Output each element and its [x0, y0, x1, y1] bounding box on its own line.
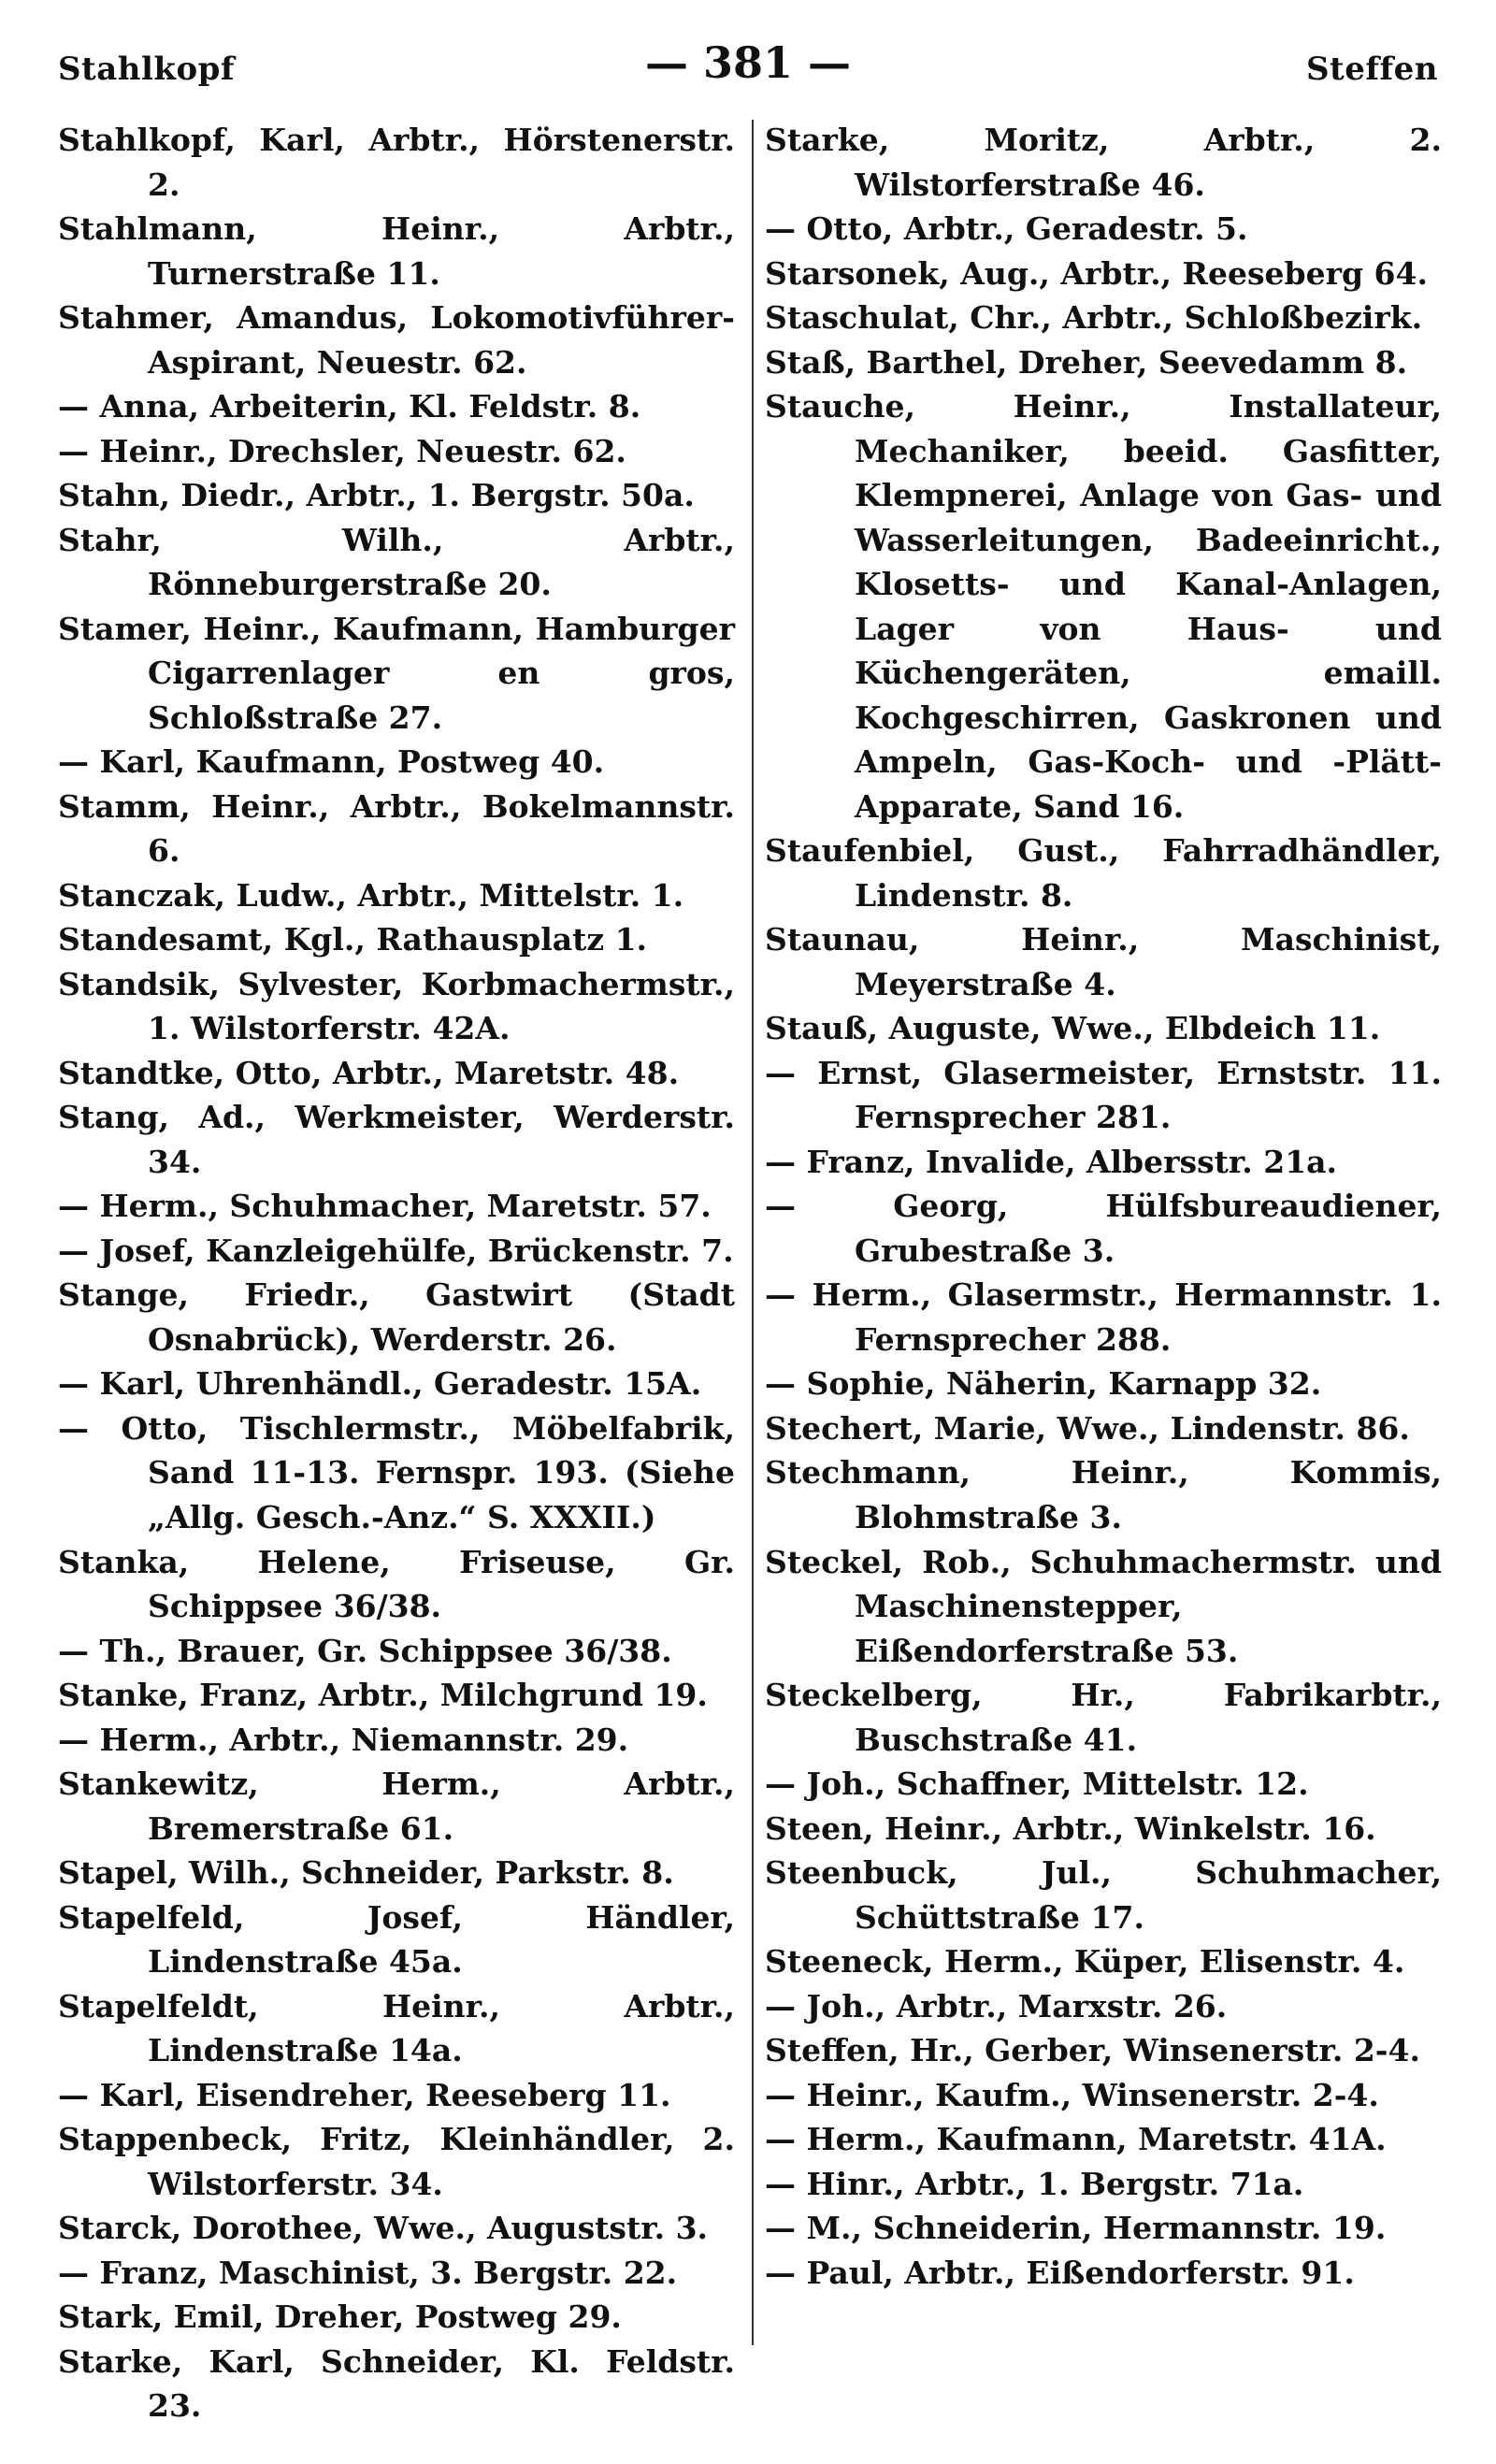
directory-entry: Steen, Heinr., Arbtr., Winkelstr. 16. [765, 1809, 1376, 1847]
directory-entry: Stange, Friedr., Gastwirt (Stadt Osnabrück), Werderstr. 26. [58, 1276, 735, 1358]
running-head-right: Steffen [1306, 50, 1438, 88]
directory-entry: Steckelberg, Hr., Fabrikarbtr., Buschstraße 41. [765, 1677, 1442, 1758]
directory-entry: — Ernst, Glasermeister, Ernststr. 11. Fernsprecher 281. [765, 1054, 1442, 1136]
directory-entry: — Josef, Kanzleigehülfe, Brückenstr. 7. [58, 1232, 734, 1269]
directory-entry: Stahlmann, Heinr., Arbtr., Turnerstraße 11. [58, 210, 735, 292]
directory-entry: — Karl, Eisendreher, Reeseberg 11. [58, 2076, 671, 2113]
directory-entry: Standsik, Sylvester, Korbmachermstr., 1. Wilstorferstr. 42A. [58, 965, 735, 1047]
directory-entry: Stapelfeldt, Heinr., Arbtr., Lindenstraße 14a. [58, 1987, 735, 2069]
directory-entry: Stark, Emil, Dreher, Postweg 29. [58, 2298, 622, 2336]
directory-entry: Stapelfeld, Josef, Händler, Lindenstraße 45a. [58, 1898, 735, 1981]
directory-entry: Stauß, Auguste, Wwe., Elbdeich 11. [765, 1010, 1381, 1047]
directory-entry: — Joh., Schaffner, Mittelstr. 12. [765, 1765, 1309, 1803]
directory-entry: Starck, Dorothee, Wwe., Auguststr. 3. [58, 2210, 709, 2247]
directory-entry: Staunau, Heinr., Maschinist, Meyerstraße 4. [765, 921, 1442, 1002]
directory-entry: — Herm., Schuhmacher, Maretstr. 57. [58, 1188, 712, 1225]
directory-entry: Stahn, Diedr., Arbtr., 1. Bergstr. 50a. [58, 477, 695, 514]
directory-entry: — Otto, Arbtr., Geradestr. 5. [765, 210, 1248, 248]
directory-entry: Stamm, Heinr., Arbtr., Bokelmannstr. 6. [58, 787, 735, 870]
directory-entry: Stahr, Wilh., Arbtr., Rönneburgerstraße 20. [58, 521, 735, 603]
directory-entry: — Franz, Maschinist, 3. Bergstr. 22. [58, 2254, 678, 2291]
directory-entry: — Karl, Kaufmann, Postweg 40. [58, 743, 605, 781]
directory-entry: Stanka, Helene, Friseuse, Gr. Schippsee 36/38. [58, 1543, 735, 1625]
directory-entry: Stapel, Wilh., Schneider, Parkstr. 8. [58, 1854, 674, 1892]
directory-entry: Starke, Moritz, Arbtr., 2. Wilstorferstraße 46. [765, 122, 1442, 203]
directory-entry: — Karl, Uhrenhändl., Geradestr. 15A. [58, 1365, 702, 1403]
right-column [765, 118, 1442, 2295]
directory-entry: — Franz, Invalide, Albersstr. 21a. [765, 1143, 1338, 1180]
directory-entry: Stauche, Heinr., Installateur, Mechaniker, beeid. Gasfitter, Klempnerei, Anlage von Gas- und Wasserleitungen, Badeeinricht., Klosetts- und Kanal-Anlagen, Lager von Haus- und Küchengeräten, emaill. Kochgeschirren, Gaskronen und Ampeln, Gas-Koch- und -Plätt-Apparate, Sand 16. [765, 388, 1442, 825]
directory-entry: Steenbuck, Jul., Schuhmacher, Schüttstraße 17. [765, 1854, 1442, 1936]
directory-entry: Stahlkopf, Karl, Arbtr., Hörstenerstr. 2. [58, 122, 735, 203]
directory-entry: Standesamt, Kgl., Rathausplatz 1. [58, 921, 648, 958]
left-column [58, 118, 735, 2428]
directory-entry: Stamer, Heinr., Kaufmann, Hamburger Cigarrenlager en gros, Schloßstraße 27. [58, 610, 735, 736]
directory-entry: — Herm., Glasermstr., Hermannstr. 1. Fernsprecher 288. [765, 1276, 1442, 1358]
directory-entry: — Sophie, Näherin, Karnapp 32. [765, 1365, 1322, 1403]
directory-entry: Stechert, Marie, Wwe., Lindenstr. 86. [765, 1409, 1410, 1447]
directory-entry: — Paul, Arbtr., Eißendorferstr. 91. [765, 2254, 1355, 2291]
directory-entry: Steeneck, Herm., Küper, Elisenstr. 4. [765, 1943, 1405, 1981]
directory-entry: — Herm., Arbtr., Niemannstr. 29. [58, 1721, 629, 1758]
directory-entry: Starke, Karl, Schneider, Kl. Feldstr. 23. [58, 2342, 735, 2425]
page-header [58, 34, 1438, 99]
directory-entry: — Anna, Arbeiterin, Kl. Feldstr. 8. [58, 388, 641, 425]
directory-entry: — Otto, Tischlermstr., Möbelfabrik, Sand 11-13. Fernspr. 193. (Siehe „Allg. Gesch.-Anz.“ S. XXXII.) [58, 1409, 735, 1535]
directory-entry: — Herm., Kaufmann, Maretstr. 41A. [765, 2121, 1387, 2158]
directory-entry: — Heinr., Kaufm., Winsenerstr. 2-4. [765, 2076, 1379, 2113]
directory-entry: Stang, Ad., Werkmeister, Werderstr. 34. [58, 1099, 735, 1180]
directory-entry: Stanczak, Ludw., Arbtr., Mittelstr. 1. [58, 876, 684, 914]
directory-entry: Staufenbiel, Gust., Fahrradhändler, Lindenstr. 8. [765, 832, 1442, 914]
directory-entry: Steffen, Hr., Gerber, Winsenerstr. 2-4. [765, 2032, 1420, 2069]
directory-entry: Stappenbeck, Fritz, Kleinhändler, 2. Wilstorferstr. 34. [58, 2121, 735, 2202]
directory-entry: — Georg, Hülfsbureaudiener, Grubestraße 3. [765, 1188, 1442, 1269]
directory-entry: Steckel, Rob., Schuhmachermstr. und Maschinenstepper, Eißendorferstraße 53. [765, 1543, 1442, 1669]
directory-entry: — Heinr., Drechsler, Neuestr. 62. [58, 432, 626, 469]
directory-entry: — Joh., Arbtr., Marxstr. 26. [765, 1987, 1228, 2025]
directory-entry: Stechmann, Heinr., Kommis, Blohmstraße 3. [765, 1454, 1442, 1535]
page-number: — 381 — [644, 37, 852, 88]
directory-entry: — Th., Brauer, Gr. Schippsee 36/38. [58, 1632, 672, 1669]
running-head-left: Stahlkopf [58, 50, 236, 88]
directory-entry: — M., Schneiderin, Hermannstr. 19. [765, 2210, 1387, 2247]
directory-entry: — Hinr., Arbtr., 1. Bergstr. 71a. [765, 2165, 1304, 2202]
directory-entry: Stankewitz, Herm., Arbtr., Bremerstraße 61. [58, 1765, 735, 1847]
directory-entry: Standtke, Otto, Arbtr., Maretstr. 48. [58, 1054, 680, 1091]
directory-entry: Stahmer, Amandus, Lokomotivführer-Aspirant, Neuestr. 62. [58, 299, 735, 381]
directory-entry: Staschulat, Chr., Arbtr., Schloßbezirk. [765, 299, 1423, 337]
directory-entry: Staß, Barthel, Dreher, Seevedamm 8. [765, 343, 1408, 381]
directory-entry: Starsonek, Aug., Arbtr., Reeseberg 64. [765, 254, 1428, 292]
column-divider [752, 120, 754, 2345]
directory-entry: Stanke, Franz, Arbtr., Milchgrund 19. [58, 1677, 708, 1714]
